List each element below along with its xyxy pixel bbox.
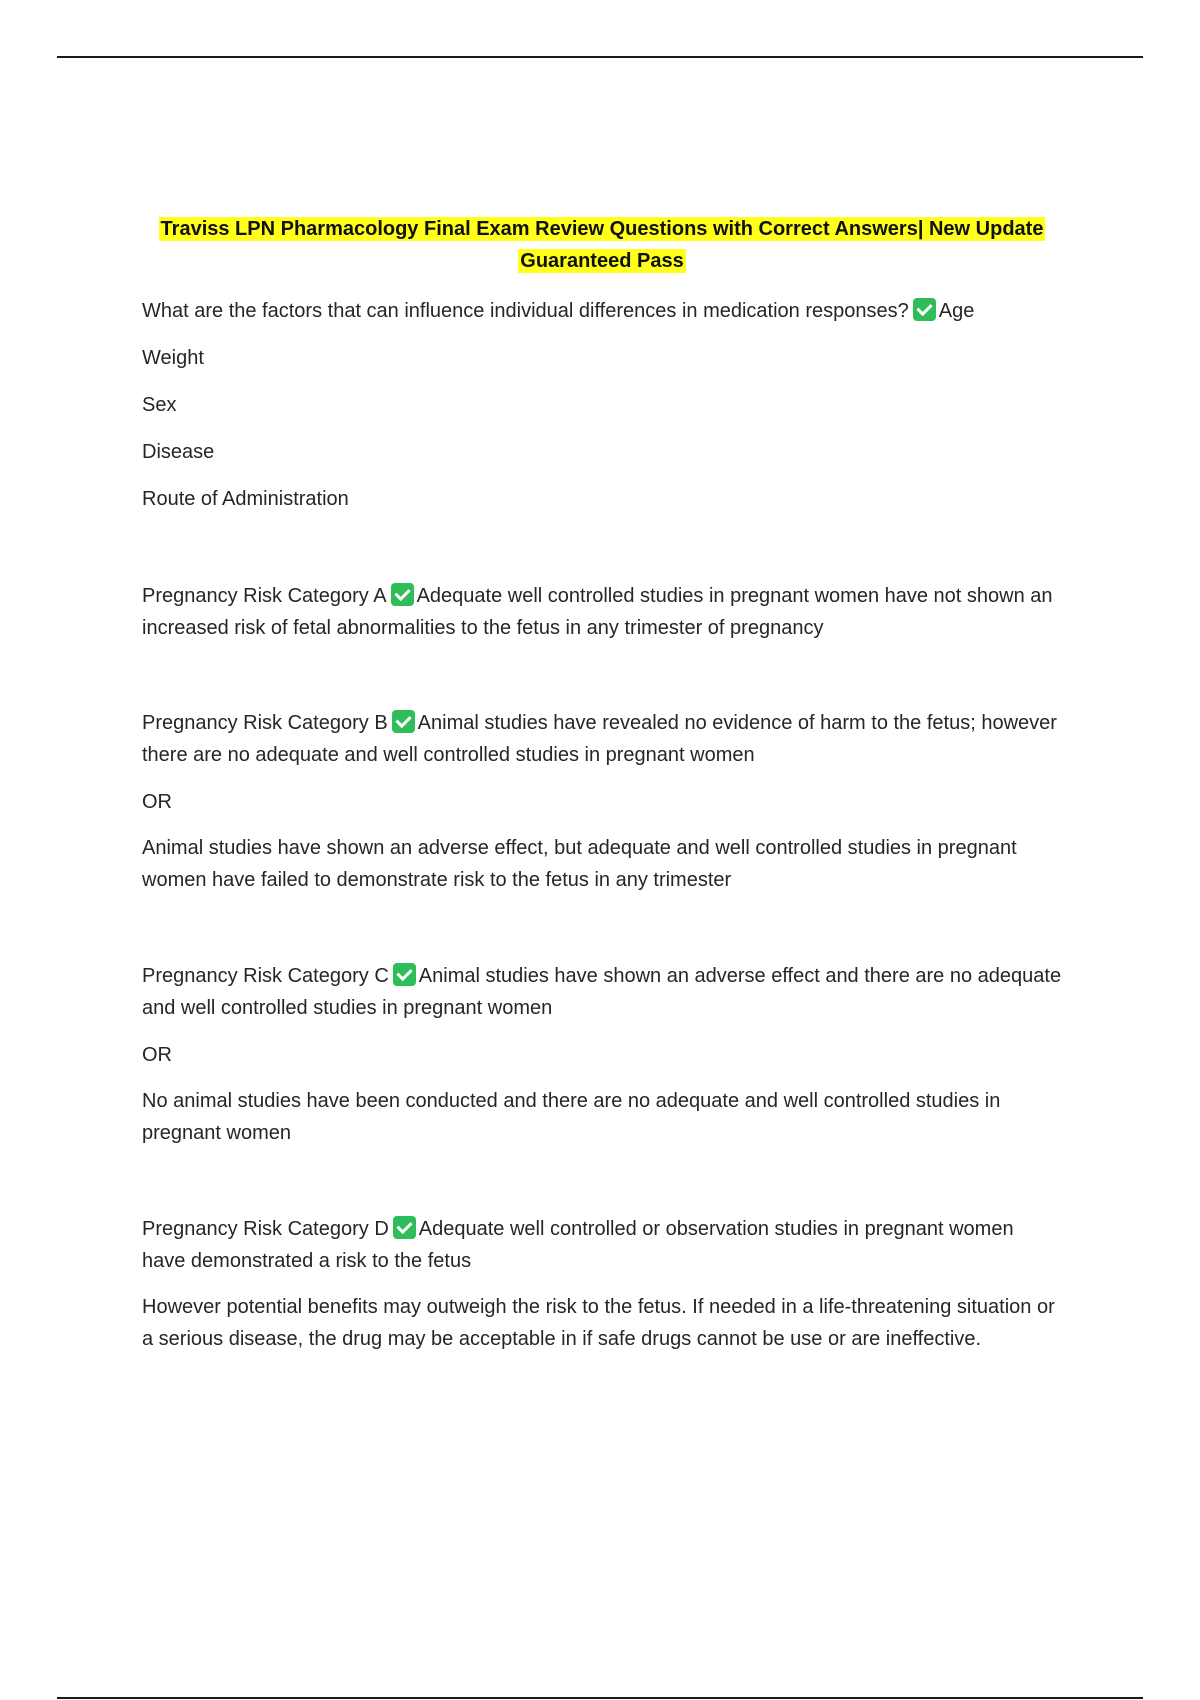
category-label: Pregnancy Risk Category A (142, 585, 387, 607)
or-separator: OR (142, 791, 172, 813)
answer-item: Age (938, 300, 975, 322)
question-factors (142, 295, 1062, 327)
category-note: However potential benefits may outweigh the risk to the fetus. If needed in a life-threatening situation or a serious disease, the drug may be acceptable in if safe drugs cannot be use or are ineffective. (142, 1296, 1055, 1350)
category-alt: No animal studies have been conducted and there are no adequate and well controlled studies in pregnant women (142, 1090, 1001, 1144)
question-text: What are the factors that can influence individual differences in medication responses? (142, 300, 909, 322)
category-alt: Animal studies have shown an adverse effect, but adequate and well controlled studies in pregnant women have failed to demonstrate risk to the fetus in any trimester (142, 837, 1017, 891)
footer-rule (57, 1697, 1143, 1699)
check-mark-icon (913, 298, 936, 321)
category-a (142, 580, 1062, 644)
category-label: Pregnancy Risk Category D (142, 1218, 389, 1240)
answer-item: Route of Administration (142, 488, 349, 510)
header-rule (57, 56, 1143, 58)
category-answer: Animal studies have revealed no evidence of harm to the fetus; however there are no adequate and well controlled studies in pregnant women (142, 712, 1057, 766)
answer-item: Sex (142, 394, 177, 416)
category-b (142, 707, 1062, 771)
answer-item: Disease (142, 441, 215, 463)
document-title (142, 213, 1062, 277)
category-answer: Adequate well controlled or observation studies in pregnant women have demonstrated a risk to the fetus (142, 1218, 1014, 1272)
category-answer: Adequate well controlled studies in pregnant women have not shown an increased risk of fetal abnormalities to the fetus in any trimester of pregnancy (142, 585, 1053, 639)
title-line-2: Guaranteed Pass (520, 250, 684, 272)
title-line-1: Traviss LPN Pharmacology Final Exam Review Questions with Correct Answers| New Update (160, 218, 1044, 240)
check-mark-icon (393, 963, 416, 986)
category-d (142, 1213, 1062, 1277)
or-separator: OR (142, 1044, 172, 1066)
category-c (142, 960, 1062, 1024)
category-label: Pregnancy Risk Category C (142, 965, 389, 987)
check-mark-icon (393, 1216, 416, 1239)
category-answer: Animal studies have shown an adverse effect and there are no adequate and well controlled studies in pregnant women (142, 965, 1062, 1019)
category-label: Pregnancy Risk Category B (142, 712, 388, 734)
check-mark-icon (391, 583, 414, 606)
answer-item: Weight (142, 347, 204, 369)
check-mark-icon (392, 710, 415, 733)
